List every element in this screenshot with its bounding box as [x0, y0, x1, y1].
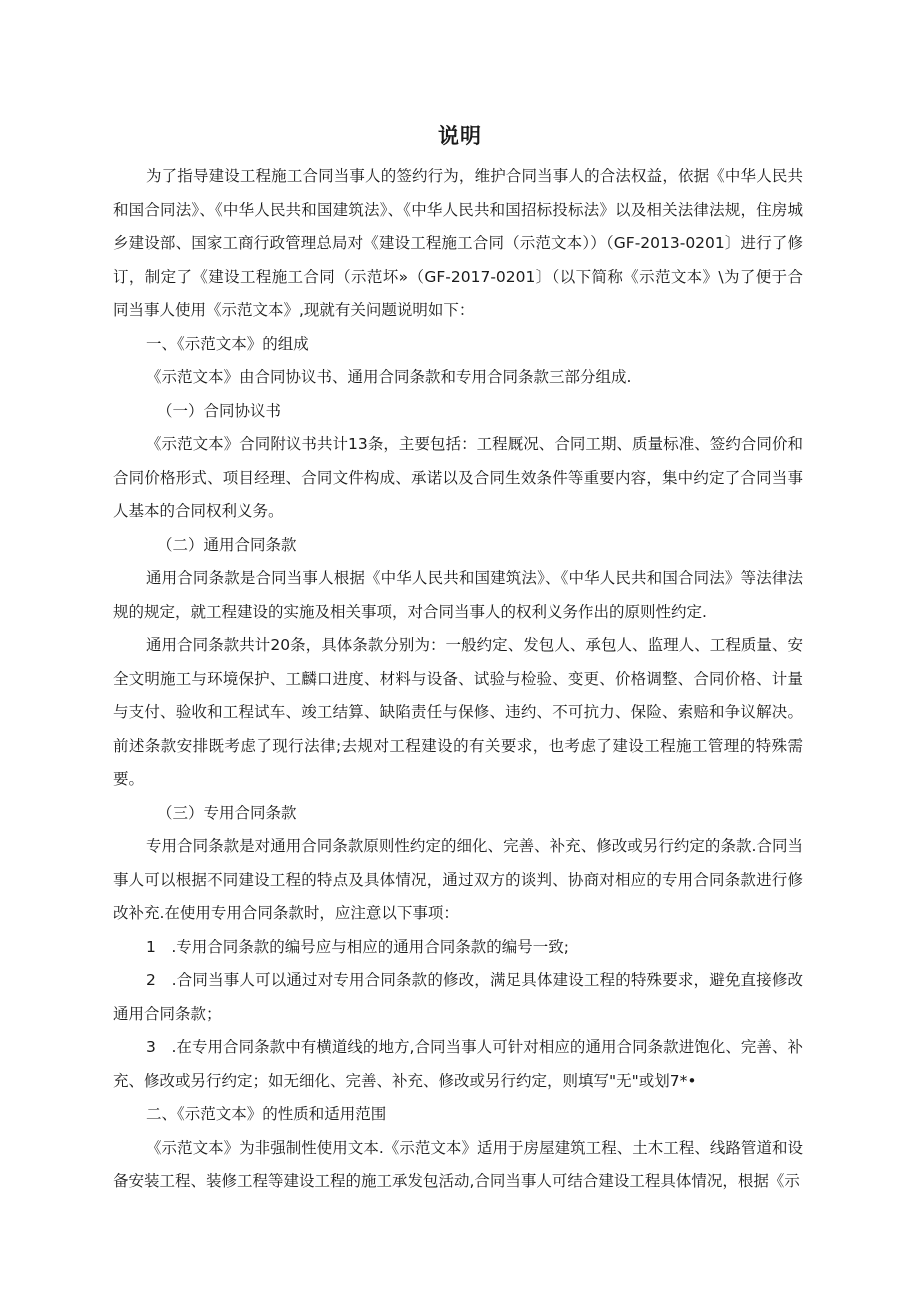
intro-paragraph: 为了指导建设工程施工合同当事人的签约行为，维护合同当事人的合法权益，依据《中华人民共和国合同法》、《中华人民共和国建筑法》、《中华人民共和国招标投标法》以及相关法律法规，住房城乡建设部、国家工商行政管理总局对《建设工程施工合同（示范文本））（GF-2013-0201〕进行了修订，制定了《建设工程施工合同（示范坏»（GF-2017-0201〕（以下简称《示范文本》\为了便于合同当事人使用《示范文本》,现就有关问题说明如下： [113, 167, 803, 319]
list-item-2: 2 .合同当事人可以通过对专用合同条款的修改，满足具体建设工程的特殊要求，避免直接修改通用合同条款； [113, 971, 803, 1023]
section-heading-nature-scope: 二、《示范文本》的性质和适用范围 [146, 1105, 387, 1123]
list-item-1: 1 .专用合同条款的编号应与相应的通用合同条款的编号一致; [146, 937, 570, 956]
agreement-paragraph: 《示范文本》合同附议书共计13条，主要包括：工程厩况、合同工期、质量标准、签约合同价和合同价格形式、项目经理、合同文件构成、承诺以及合同生效条件等重要内容，集中约定了合同当事人基本的合同权利义务。 [113, 435, 803, 520]
document-title: 说明 [438, 124, 482, 148]
subheading-special-terms: （三）专用合同条款 [157, 803, 297, 822]
general-terms-paragraph-1: 通用合同条款是合同当事人根据《中华人民共和国建筑法》、《中华人民共和国合同法》等法律法规的规定，就工程建设的实施及相关事项，对合同当事人的权利义务作出的原则性约定. [113, 569, 803, 621]
list-item-3: 3 .在专用合同条款中有横道线的地方,合同当事人可针对相应的通用合同条款进饱化、完善、补充、修改或另行约定；如无细化、完善、补充、修改或另行约定，则填写"无"或划7*• [113, 1038, 803, 1090]
special-terms-paragraph: 专用合同条款是对通用合同条款原则性约定的细化、完善、补充、修改或另行约定的条款.合同当事人可以根据不同建设工程的特点及具体情况，通过双方的谈判、协商对相应的专用合同条款进行修改补充.在使用专用合同条款时，应注意以下事项： [113, 837, 803, 922]
subheading-agreement: （一）合同协议书 [157, 401, 282, 420]
general-terms-paragraph-2: 通用合同条款共计20条，具体条款分别为：一般约定、发包人、承包人、监理人、工程质量、安全文明施工与环境保护、工麟口进度、材料与设备、试验与检验、变更、价格调整、合同价格、计量与支付、验收和工程试车、竣工结算、缺陷责任与保修、违约、不可抗力、保险、索赔和争议解决。前述条款安排既考虑了现行法律;去规对工程建设的有关要求，也考虑了建设工程施工管理的特殊需要。 [113, 636, 803, 788]
section-heading-composition: 一、《示范文本》的组成 [146, 334, 309, 353]
subheading-general-terms: （二）通用合同条款 [157, 535, 297, 554]
document-body [113, 160, 803, 1199]
composition-paragraph: 《示范文本》由合同协议书、通用合同条款和专用合同条款三部分组成. [146, 368, 632, 386]
nature-scope-paragraph: 《示范文本》为非强制性使用文本.《示范文本》适用于房屋建筑工程、土木工程、线路管道和设备安装工程、装修工程等建设工程的施工承发包活动,合同当事人可结合建设工程具体情况，根据《示 [113, 1138, 803, 1190]
